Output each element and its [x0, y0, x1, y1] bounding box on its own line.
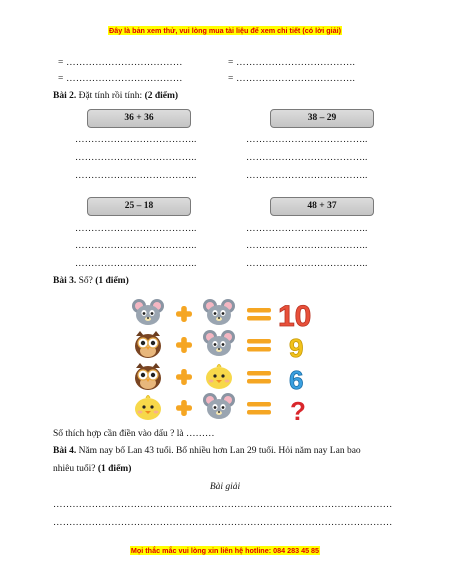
- solution-line: ……………………………………………………………………………………………: [53, 500, 393, 510]
- equals-icon: [247, 339, 271, 352]
- exercise-text: Năm nay bố Lan 43 tuổi. Bố nhiều hơn Lan 29 tuổi. Hỏi năm nay Lan bao: [76, 446, 361, 456]
- hotline-notice-banner: [0, 546, 450, 555]
- exercise-4-question: [53, 446, 361, 456]
- question-mark: ?: [290, 396, 306, 422]
- answer-line: = ……………………………….: [228, 74, 356, 84]
- work-line: ………………………………..: [246, 259, 368, 269]
- answer-line: = ……………………………….: [228, 58, 356, 68]
- owl-icon: [135, 331, 161, 358]
- animal-equation-puzzle: [128, 296, 324, 422]
- hotline-notice-text: Mọi thắc mắc vui lòng xin liên hệ hotline: 084 283 45 85: [130, 546, 320, 555]
- work-line: ………………………………..: [75, 135, 197, 145]
- exercise-label: Bài 2.: [53, 91, 77, 101]
- work-line: ………………………………..: [246, 135, 368, 145]
- exercise-text: nhiêu tuổi?: [53, 464, 98, 474]
- mouse-icon: [203, 299, 235, 325]
- equals-icon: [247, 402, 271, 415]
- plus-icon: [176, 337, 192, 353]
- mouse-icon: [203, 393, 235, 419]
- calc-task-box: 25 – 18: [87, 197, 191, 216]
- answer-line: = ………………………………: [58, 74, 183, 84]
- work-line: ………………………………..: [246, 171, 368, 181]
- exercise-label: Bài 4.: [53, 446, 77, 456]
- exercise-3-heading: [53, 276, 129, 286]
- exercise-points: (1 điểm): [95, 276, 129, 286]
- preview-notice-text: Đây là bản xem thử, vui lòng mua tài liệu để xem chi tiết (có lời giải): [109, 26, 341, 35]
- solution-line: ……………………………………………………………………………………………: [53, 518, 393, 528]
- result-number: 6: [289, 365, 304, 395]
- solution-heading: Bài giải: [209, 482, 241, 492]
- preview-notice-banner: [0, 26, 450, 35]
- exercise-2-heading: [53, 91, 178, 101]
- result-number: 10: [278, 300, 312, 333]
- plus-icon: [176, 400, 192, 416]
- mouse-icon: [203, 330, 235, 356]
- calc-task-box: 48 + 37: [270, 197, 374, 216]
- chick-icon: [206, 365, 232, 390]
- work-line: ………………………………..: [75, 259, 197, 269]
- exercise-4-question-line2: [53, 464, 131, 474]
- work-line: ………………………………..: [75, 153, 197, 163]
- work-line: ………………………………..: [246, 241, 368, 251]
- plus-icon: [176, 369, 192, 385]
- exercise-points: (2 điểm): [144, 91, 179, 101]
- result-number: 9: [289, 333, 304, 363]
- work-line: ………………………………..: [246, 224, 368, 234]
- calc-task-box: 36 + 36: [87, 109, 191, 128]
- work-line: ………………………………..: [246, 153, 368, 163]
- exercise-3-answer-prompt: Số thích hợp cần điền vào dấu ? là ………: [53, 429, 215, 439]
- exercise-points: (1 điểm): [97, 464, 132, 474]
- plus-icon: [176, 306, 192, 322]
- chick-icon: [135, 396, 161, 421]
- equals-icon: [247, 371, 271, 384]
- equals-icon: [247, 308, 271, 321]
- owl-icon: [135, 363, 161, 390]
- exercise-text: Đặt tính rồi tính:: [76, 91, 145, 101]
- work-line: ………………………………..: [75, 171, 197, 181]
- exercise-text: Số?: [76, 276, 96, 286]
- work-line: ………………………………..: [75, 224, 197, 234]
- mouse-icon: [132, 299, 164, 325]
- work-line: ………………………………..: [75, 241, 197, 251]
- answer-line: = ………………………………: [58, 58, 183, 68]
- exercise-label: Bài 3.: [53, 276, 77, 286]
- calc-task-box: 38 – 29: [270, 109, 374, 128]
